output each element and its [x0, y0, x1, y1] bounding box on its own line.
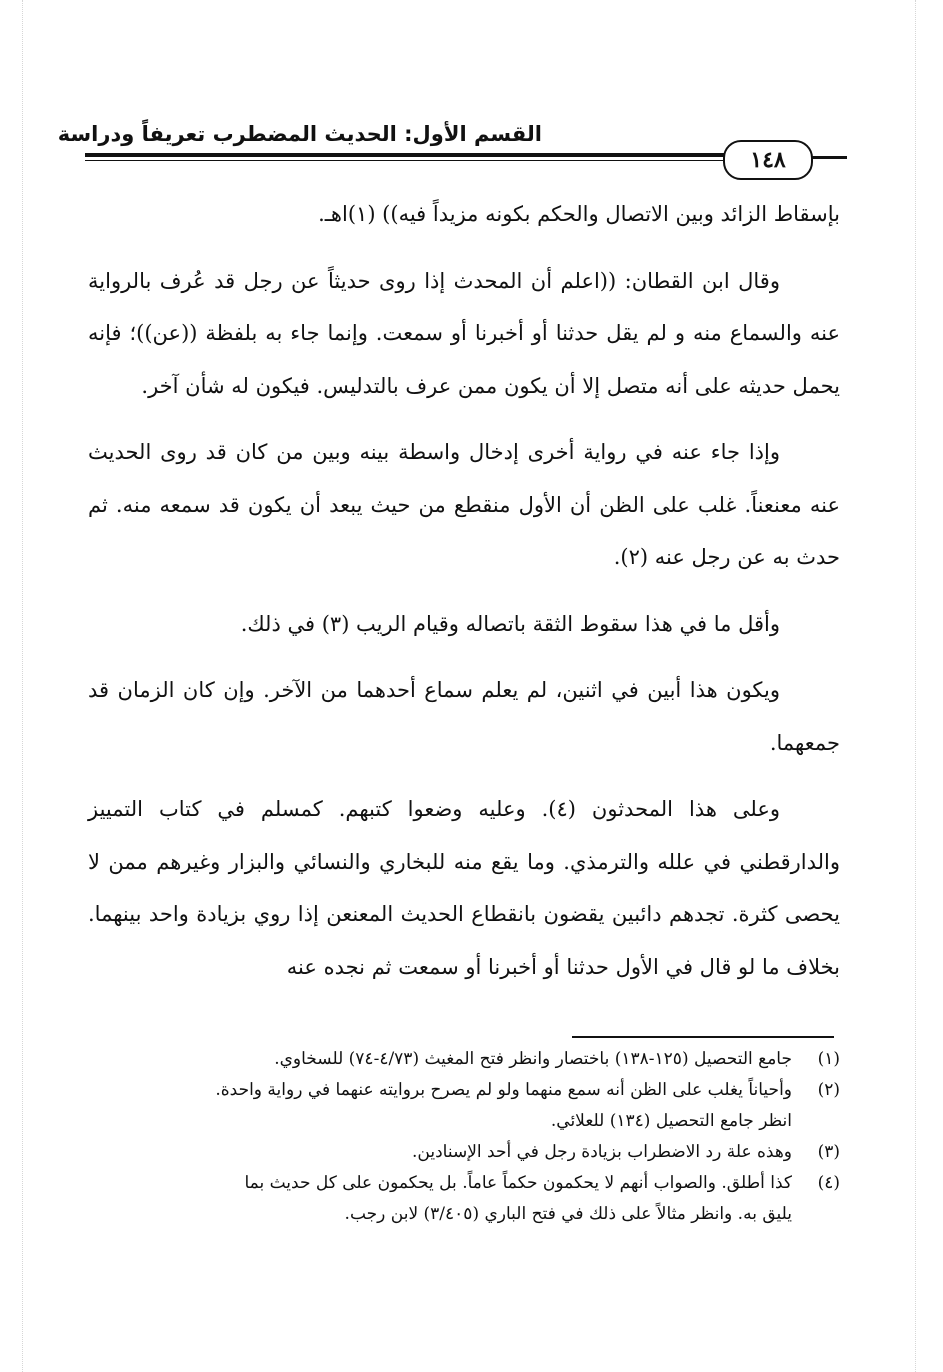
scan-guide-line [22, 0, 23, 1372]
footnote-line: وأحياناً يغلب على الظن أنه سمع منهما ولو لم يصرح بروايته عنهما في رواية واحدة. [215, 1080, 792, 1100]
footnote-number: (٣) [817, 1142, 840, 1162]
footnote [88, 1137, 840, 1168]
footnote [88, 1075, 840, 1137]
main-text [88, 188, 840, 1007]
paragraph: وأقل ما في هذا سقوط الثقة باتصاله وقيام الريب (٣) في ذلك. [240, 611, 780, 636]
footnote [88, 1168, 840, 1230]
paragraph: بإسقاط الزائد وبين الاتصال والحكم بكونه مزيداً فيه)) (١)اهـ. [318, 202, 840, 226]
paragraph: ويكون هذا أبين في اثنين، لم يعلم سماع أحدهما من الآخر. وإن كان الزمان قد جمعهما. [88, 678, 840, 755]
header-title: القسم الأول: الحديث المضطرب تعريفاً ودراسة [57, 122, 542, 146]
footnote-text [88, 1137, 792, 1168]
footnote-text [88, 1168, 792, 1230]
footnote-line: وهذه علة رد الاضطراب بزيادة رجل في أحد الإسنادين. [412, 1142, 792, 1162]
running-header [57, 108, 847, 188]
paragraph: وعلى هذا المحدثون (٤). وعليه وضعوا كتبهم. كمسلم في كتاب التمييز والدارقطني في علله والترمذي. وما يقع منه للبخاري والنسائي والبزار وغيرهم ممن لا يحصى كثرة. تجدهم دائبين يقضون بانقطاع الحديث المعنعن إذا روي بزيادة واحد بينهما. بخلاف ما لو قال في الأول حدثنا أو أخبرنا أو سمعت ثم نجده عنه [88, 797, 840, 979]
footnote-line: كذا أطلق. والصواب أنهم لا يحكمون حكماً عاماً. بل يحكمون على كل حديث بما [244, 1173, 792, 1193]
header-rule [807, 156, 847, 159]
footnote-number: (٤) [817, 1173, 840, 1193]
footnote [88, 1044, 840, 1075]
footnote-number: (٢) [817, 1080, 840, 1100]
paragraph: وإذا جاء عنه في رواية أخرى إدخال واسطة بينه وبين من كان قد روى الحديث عنه معنعناً. غلب على الظن أن الأول منقطع من حيث يبعد أن يكون قد سمعه منه. ثم حدث به عن رجل عنه (٢). [88, 440, 840, 569]
footnotes [88, 1044, 840, 1230]
footnote-line: جامع التحصيل (١٢٥-١٣٨) باختصار وانظر فتح المغيث (٤/٧٣-٧٤) للسخاوي. [274, 1049, 792, 1069]
footnote-text [88, 1075, 792, 1137]
scan-guide-line [915, 0, 916, 1372]
footnote-number: (١) [817, 1049, 840, 1069]
footnote-separator [572, 1036, 834, 1038]
paragraph: وقال ابن القطان: ((اعلم أن المحدث إذا روى حديثاً عن رجل قد عُرف بالرواية عنه والسماع منه و لم يقل حدثنا أو أخبرنا أو سمعت. وإنما جاء به بلفظة ((عن))؛ فإنه يحمل حديثه على أنه متصل إلا أن يكون ممن عرف بالتدليس. فيكون له شأن آخر. [88, 268, 840, 398]
footnote-text [88, 1044, 792, 1075]
header-rule [85, 153, 725, 157]
page-number: ١٤٨ [723, 140, 813, 180]
header-rule [85, 160, 725, 161]
footnote-line: انظر جامع التحصيل (١٣٤) للعلائي. [550, 1111, 792, 1131]
footnote-line: يليق به. وانظر مثالاً على ذلك في فتح الباري (٣/٤٠٥) لابن رجب. [344, 1204, 792, 1224]
